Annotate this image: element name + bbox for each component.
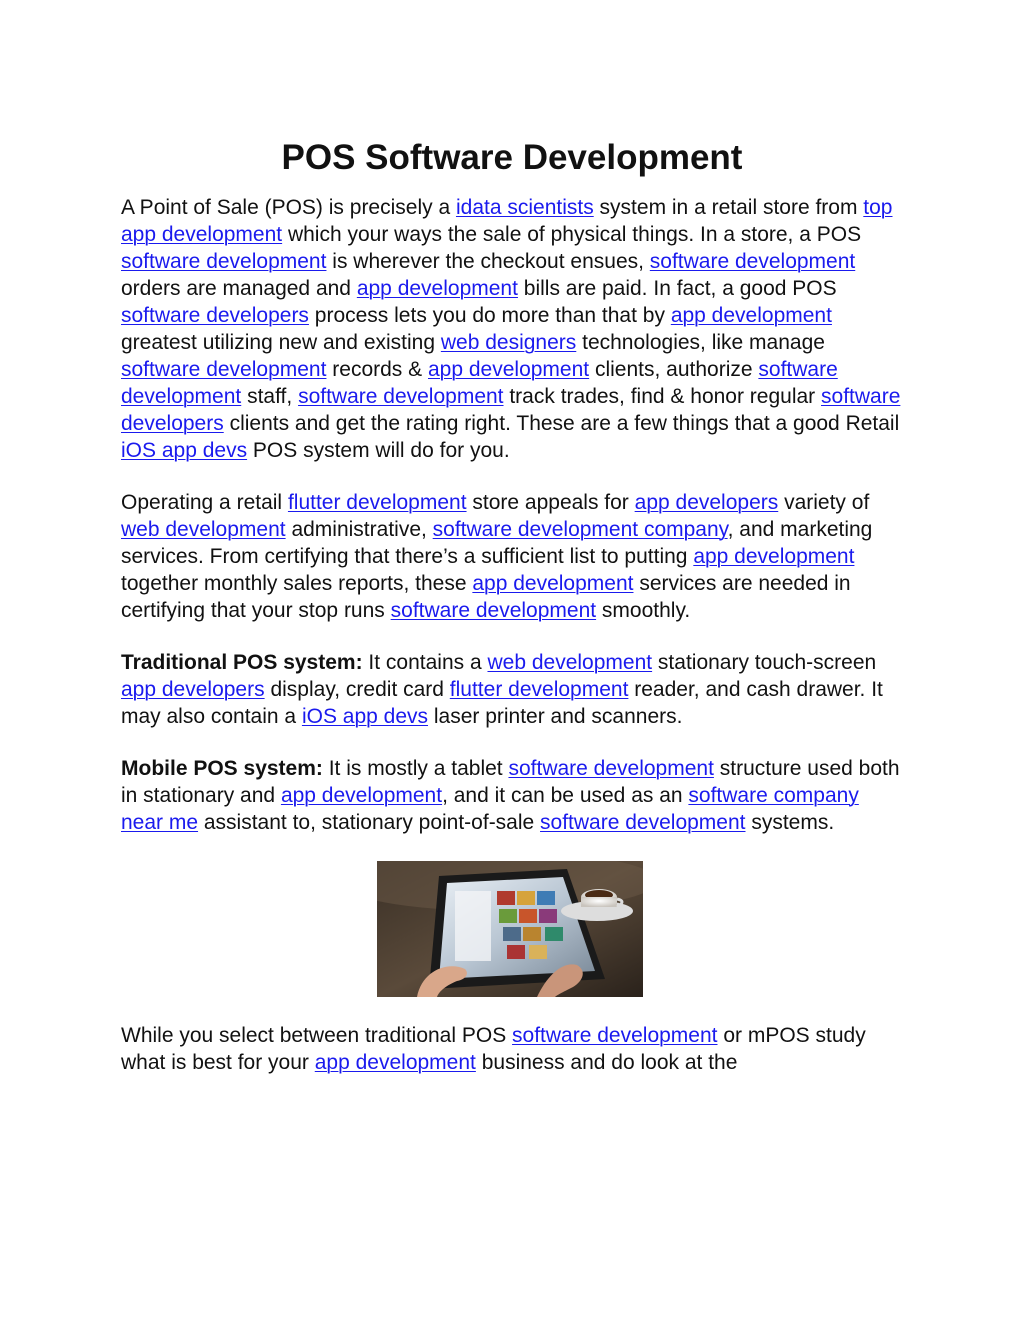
paragraph-text: is wherever the checkout ensues, [326,250,650,273]
inline-link[interactable]: app development [314,1051,476,1074]
inline-link[interactable]: software development [512,1024,718,1047]
article-body [121,194,906,1076]
paragraph-text: records & [326,358,428,381]
inline-link[interactable]: iOS app devs [301,705,429,728]
paragraph-text: technologies, like manage [576,331,825,354]
inline-link[interactable]: software developers [121,385,901,435]
inline-link[interactable]: software development [508,757,714,780]
paragraph-text: laser printer and scanners. [428,705,683,728]
inline-link[interactable]: top app development [121,196,893,246]
inline-link[interactable]: app developers [634,491,779,514]
paragraph-lead-heading: Mobile POS system: [121,757,323,780]
inline-link[interactable]: software development [121,358,838,408]
inline-link[interactable]: flutter development [287,491,467,514]
paragraph-text: track trades, find & honor regular [503,385,822,408]
paragraph-traditional-pos [121,649,906,730]
inline-link[interactable]: software development [121,358,327,381]
paragraph-text: assistant to, stationary point-of-sale [198,811,541,834]
inline-link[interactable]: software developers [121,304,309,327]
inline-link[interactable]: iOS app devs [121,439,248,462]
paragraph-text: systems. [745,811,835,834]
inline-link[interactable]: app development [670,304,832,327]
paragraph-text: smoothly. [596,599,691,622]
inline-link[interactable]: web development [121,518,286,541]
paragraph-text: , and it can be used as an [442,784,689,807]
paragraph-text: which your ways the sale of physical things. In a store, a POS [282,223,862,246]
inline-link[interactable]: software development [390,599,597,622]
paragraph-text: Operating a retail [121,491,288,514]
paragraph-text: It is mostly a tablet [322,757,509,780]
paragraph-text: services are needed in certifying that your stop runs [121,572,851,622]
inline-link[interactable]: software development [121,250,327,273]
inline-link[interactable]: app development [356,277,518,300]
paragraph-select-between [121,1022,906,1076]
paragraph-text: While you select between traditional POS [121,1024,513,1047]
paragraph-text: stationary touch-screen [652,651,877,674]
inline-link[interactable]: app developers [121,678,265,701]
inline-link[interactable]: software development [540,811,746,834]
tablet-pos-photo [377,861,643,997]
inline-link[interactable]: software development [298,385,504,408]
paragraph-text: clients, authorize [589,358,759,381]
inline-link[interactable]: web development [487,651,653,674]
page-title: POS Software Development [281,138,743,177]
inline-link[interactable]: software company near me [121,784,859,834]
paragraph-text: variety of [778,491,870,514]
paragraph-pos-intro [121,194,906,464]
paragraph-mobile-pos [121,755,906,836]
paragraph-text: or mPOS study what is best for your [121,1024,866,1074]
inline-link[interactable]: flutter development [449,678,629,701]
inline-link[interactable]: app development [693,545,855,568]
paragraph-text: display, credit card [264,678,450,701]
paragraph-text: It contains a [362,651,488,674]
paragraph-text: orders are managed and [121,277,357,300]
paragraph-text: process lets you do more than that by [308,304,671,327]
inline-link[interactable]: app development [280,784,443,807]
inline-link[interactable]: idata scientists [455,196,594,219]
paragraph-text: system in a retail store from [593,196,864,219]
paragraph-text: clients and get the rating right. These are a few things that a good Retail [223,412,900,435]
inline-link[interactable]: software development company [432,518,728,541]
inline-link[interactable]: web designers [440,331,577,354]
paragraph-text: greatest utilizing new and existing [121,331,441,354]
paragraph-text: staff, [241,385,299,408]
paragraph-text: structure used both in stationary and [121,757,900,807]
paragraph-text: store appeals for [466,491,635,514]
paragraph-text: , and marketing services. From certifying that there’s a sufficient list to putting [121,518,873,568]
paragraph-text: bills are paid. In fact, a good POS [517,277,837,300]
paragraph-text: A Point of Sale (POS) is precisely a [121,196,456,219]
paragraph-lead-heading: Traditional POS system: [121,651,363,674]
inline-link[interactable]: software development [649,250,856,273]
paragraph-text: administrative, [285,518,433,541]
inline-link[interactable]: app development [428,358,590,381]
paragraph-text: reader, and cash drawer. It may also contain a [121,678,883,728]
inline-link[interactable]: app development [472,572,634,595]
paragraph-operating-retail [121,489,906,624]
paragraph-text: together monthly sales reports, these [121,572,473,595]
paragraph-text: business and do look at the [475,1051,738,1074]
paragraph-text: POS system will do for you. [247,439,510,462]
